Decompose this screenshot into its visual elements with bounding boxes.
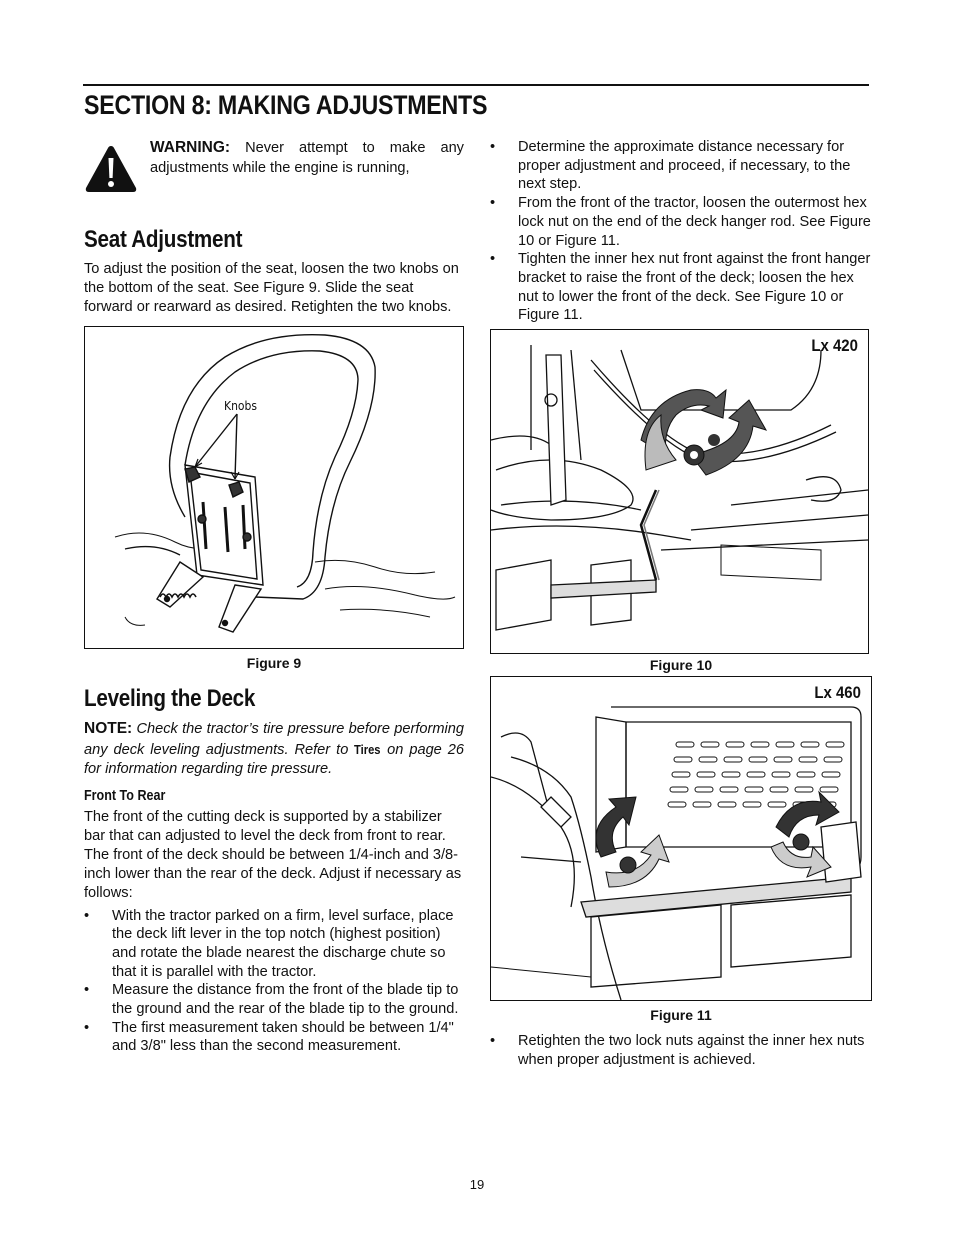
- seat-adjustment-text: To adjust the position of the seat, loosen the two knobs on the bottom of the seat. See Figure 9. Slide the seat forward or rearward as desired. Retighten the two knobs.: [84, 261, 459, 315]
- figure-9-seat: [84, 326, 464, 649]
- tire-pressure-note: [84, 719, 464, 780]
- figure-10-model-label: Lx 420: [811, 336, 858, 356]
- figure-11-lx460: [490, 676, 872, 1001]
- warning-message: Never attempt to make any adjustments while the engine is running,: [150, 140, 464, 176]
- vent-slot: [726, 742, 744, 747]
- page-number: 19: [469, 1177, 485, 1192]
- vent-slot: [745, 787, 763, 792]
- list-item: • The first measurement taken should be between 1/4" and 3/8" less than the second measurement.: [84, 1019, 454, 1055]
- vent-slot: [824, 757, 842, 762]
- leveling-steps-list: [84, 907, 464, 1057]
- list-item: • From the front of the tractor, loosen the outermost hex lock nut on the end of the deck hanger rod. See Figure 10 or Figure 11.: [490, 195, 871, 249]
- note-text-1: Check the tractor’s tire pressure before performing any deck leveling adjustments. Refer to: [84, 721, 465, 758]
- warning-block: [84, 138, 464, 200]
- vent-slot: [770, 787, 788, 792]
- adjustment-steps-list: [490, 138, 872, 325]
- vent-slot: [795, 787, 813, 792]
- lx460-deck-illustration: [491, 677, 871, 1000]
- left-column: [84, 138, 464, 1056]
- list-item: • Measure the distance from the front of the blade tip to the ground and the rear of the blade tip to the ground.: [84, 982, 459, 1018]
- header-rule: [83, 84, 869, 86]
- warning-triangle-icon: [84, 144, 138, 194]
- figure-11-caption: Figure 11: [650, 1007, 712, 1024]
- front-to-rear-text: The front of the cutting deck is supported by a stabilizer bar that can adjusted to level the deck from front to rear. The front of the deck should be between 1/4-inch and 3/8-inch lower than the rear of the deck. Adjust if necessary as follows:: [84, 808, 462, 901]
- deck-vent-slots: [668, 742, 844, 807]
- vent-slot: [799, 757, 817, 762]
- vent-slot: [820, 787, 838, 792]
- vent-slot: [801, 742, 819, 747]
- vent-slot: [797, 772, 815, 777]
- vent-slot: [676, 742, 694, 747]
- vent-slot: [668, 802, 686, 807]
- front-to-rear-heading: Front To Rear: [84, 787, 166, 804]
- final-step-list: [490, 1032, 872, 1069]
- vent-slot: [724, 757, 742, 762]
- vent-slot: [826, 742, 844, 747]
- vent-slot: [699, 757, 717, 762]
- list-item: • Retighten the two lock nuts against the inner hex nuts when proper adjustment is achieved.: [490, 1033, 865, 1068]
- vent-slot: [674, 757, 692, 762]
- vent-slot: [822, 772, 840, 777]
- figure-11-model-label: Lx 460: [814, 683, 861, 703]
- figure-10-lx420: [490, 329, 869, 654]
- vent-slot: [695, 787, 713, 792]
- tires-reference-link[interactable]: Tires: [354, 741, 381, 757]
- seat-illustration: [85, 327, 463, 648]
- list-item: • Tighten the inner hex nut front against the front hanger bracket to raise the front of the deck; loosen the hex nut to lower the front of the deck. See Figure 10 or Figure 11.: [490, 251, 871, 324]
- vent-slot: [768, 802, 786, 807]
- vent-slot: [697, 772, 715, 777]
- vent-slot: [672, 772, 690, 777]
- vent-slot: [776, 742, 794, 747]
- note-text-2: on page 26 for information regarding tire pressure.: [84, 741, 465, 777]
- vent-slot: [749, 757, 767, 762]
- leveling-deck-heading: Leveling the Deck: [84, 685, 256, 712]
- vent-slot: [693, 802, 711, 807]
- seat-adjustment-heading: Seat Adjustment: [84, 226, 243, 253]
- figure-10-caption: Figure 10: [649, 657, 713, 674]
- vent-slot: [720, 787, 738, 792]
- vent-slot: [701, 742, 719, 747]
- note-label: NOTE:: [84, 720, 133, 737]
- warning-text: [150, 138, 464, 178]
- list-item: • With the tractor parked on a firm, level surface, place the deck lift lever in the top notch (highest position) and rotate the blade nearest the discharge chute so that it is parallel with the tractor.: [84, 907, 454, 980]
- lx420-deck-illustration: [491, 330, 868, 653]
- list-item: • Determine the approximate distance necessary for proper adjustment and proceed, if necessary, to the next step.: [490, 139, 851, 193]
- vent-slot: [670, 787, 688, 792]
- vent-slot: [751, 742, 769, 747]
- warning-label: WARNING:: [150, 139, 231, 156]
- knobs-label: Knobs: [224, 399, 258, 413]
- vent-slot: [747, 772, 765, 777]
- vent-slot: [718, 802, 736, 807]
- vent-slot: [722, 772, 740, 777]
- section-title: SECTION 8: MAKING ADJUSTMENTS: [84, 90, 488, 120]
- vent-slot: [772, 772, 790, 777]
- right-column: [490, 138, 872, 1069]
- vent-slot: [774, 757, 792, 762]
- figure-9-caption: Figure 9: [246, 655, 302, 671]
- vent-slot: [743, 802, 761, 807]
